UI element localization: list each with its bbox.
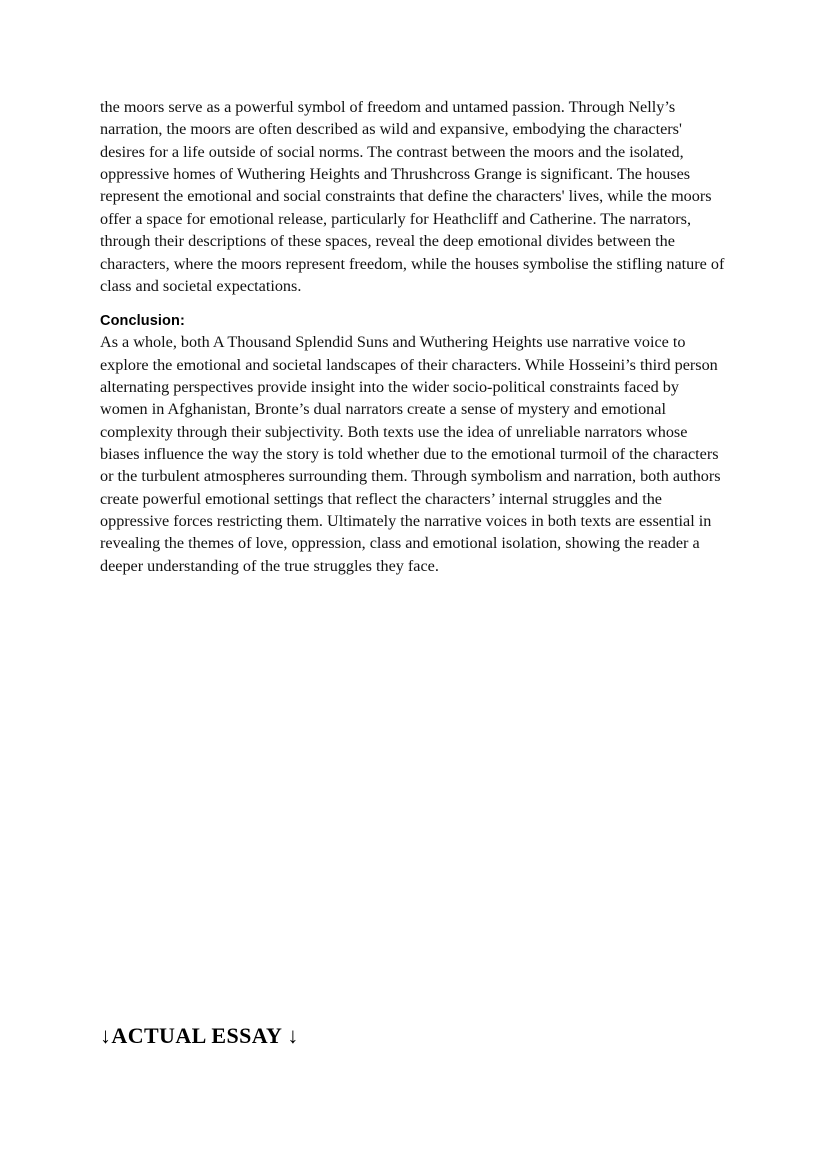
blank-space [100, 593, 728, 1023]
actual-essay-note: ↓ACTUAL ESSAY ↓ [100, 1023, 299, 1049]
body-paragraph: the moors serve as a powerful symbol of freedom and untamed passion. Through Nelly’s narration, the moors are often described as wild and expansive, embodying the characters' desires for a life outside of social norms. The contrast between the moors and the isolated, oppressive homes of Wuthering Heights and Thrushcross Grange is significant. The houses represent the emotional and social constraints that define the characters' lives, while the moors offer a space for emotional release, particularly for Heathcliff and Catherine. The narrators, through their descriptions of these spaces, reveal the deep emotional divides between the characters, where the moors represent freedom, while the houses symbolise the stifling nature of class and societal expectations. [100, 98, 725, 295]
conclusion-paragraph: As a whole, both A Thousand Splendid Suns and Wuthering Heights use narrative voice to explore the emotional and societal landscapes of their characters. While Hosseini’s third person alternating perspectives provide insight into the wider socio-political constraints faced by women in Afghanistan, Bronte’s dual narrators create a sense of mystery and emotional complexity through their subjectivity. Both texts use the idea of unreliable narrators whose biases influence the way the story is told whether due to the emotional turmoil of the characters or the turbulent atmospheres surrounding them. Through symbolism and narration, both authors create powerful emotional settings that reflect the characters’ internal struggles and the oppressive forces restricting them. Ultimately the narrative voices in both texts are essential in revealing the themes of love, oppression, class and emotional isolation, showing the reader a deeper understanding of the true struggles they face. [100, 333, 721, 575]
conclusion-heading: Conclusion: [100, 313, 185, 330]
document-body [100, 96, 728, 1049]
